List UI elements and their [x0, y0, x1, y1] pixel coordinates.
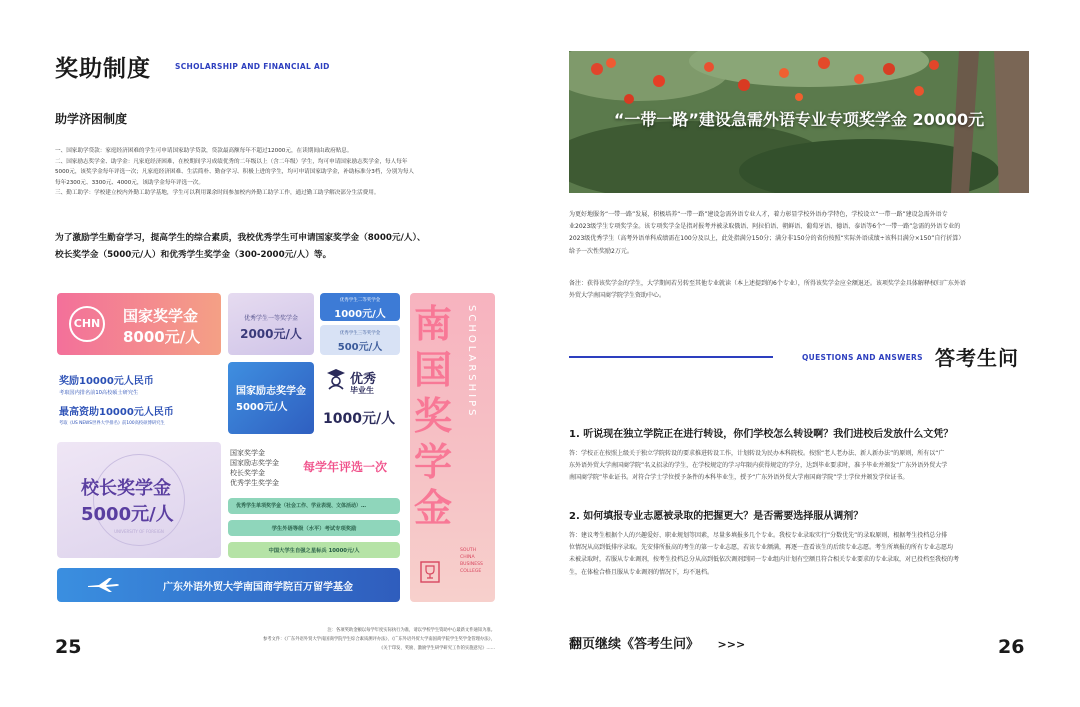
- tier1-amount: 2000元/人: [240, 327, 302, 341]
- qa-title-en: QUESTIONS AND ANSWERS: [802, 353, 923, 362]
- reward-line-2: 最高资助10000元人民币: [59, 407, 174, 418]
- note-line: 外贸大学南国商学院学生资助中心。: [569, 292, 666, 300]
- qa-divider: [569, 356, 773, 358]
- college-en-line: COLLEGE: [460, 569, 482, 574]
- tier3-amount: 500元/人: [337, 342, 383, 353]
- scholarship-infographic: [55, 290, 497, 606]
- intro-line: 校长奖学金（5000元/人）和优秀学生奖学金（300-2000元/人）等。: [55, 249, 332, 260]
- note-line: 注：各项奖助金额以每学年度实际执行为准，请以学校学生资助中心最新文件通知为准。: [327, 628, 495, 633]
- list-item: 国家奖学金: [230, 449, 265, 457]
- inspiration-scholarship-tile: [228, 362, 314, 434]
- scholarships-vertical-panel: [410, 293, 495, 602]
- vertical-cn-text: 南国奖学金: [414, 302, 453, 530]
- photo-banner: [569, 51, 1029, 193]
- tier1-name: 优秀学生一等奖学金: [243, 315, 298, 322]
- answer-line: 东外语外贸大学南国商学院”名义招录的学生，在学校规定的学习年限内获得规定的学分，达到毕业要求时，准予毕业并颁发“广东外语外贸大学: [569, 462, 948, 470]
- question-2: 2. 如何填报专业志愿被录取的把握更大？是否需要选择服从调剂？: [569, 511, 864, 522]
- single-award-band: [228, 498, 400, 514]
- graduate-title: 优秀: [350, 372, 377, 387]
- scholarship-intro: [55, 230, 505, 263]
- financial-aid-subtitle: 助学济困制度: [55, 112, 128, 126]
- reward-line-2-sub: 考取《US NEWS世界大学排名》前100高校硕博研究生: [59, 421, 165, 426]
- president-amount: 5000元/人: [81, 504, 174, 525]
- continue-arrows: >>>: [717, 638, 746, 651]
- inspiration-name: 国家励志奖学金: [236, 386, 306, 397]
- tier3-scholarship-tile: [320, 325, 400, 355]
- self-reliance-band: [228, 542, 400, 558]
- tier2-name: 优秀学生二等奖学金: [339, 298, 381, 303]
- fund-name: 广东外语外贸大学南国商学院百万留学基金: [163, 582, 353, 593]
- belt-road-para: 为更好地服务“一带一路”发展，积极培养“一带一路”建设急需外语专业人才，着力彰显学校外语办学特色，学校设立“一带一路”建设急需外语专: [569, 211, 948, 218]
- question-1: 1. 听说现在独立学院正在进行转设，你们学校怎么转设啊？我们进校后发放什么文凭？: [569, 429, 954, 440]
- answer-line: 位情况从高到低排序录取。先安排所报高的考生的第一专业志愿，若该专业额满，再逐一查看该生的后续专业志愿。考生所填报的所有专业志愿均: [569, 544, 954, 552]
- trophy-icon: [420, 561, 440, 583]
- answer-line: 南国商学院”毕业证书。对符合学士学位授予条件的本科毕业生，授予“广东外语外贸大学南国商学院”学士学位并颁发学位证书。: [569, 474, 909, 482]
- list-item: 校长奖学金: [230, 469, 265, 477]
- aid-para: 每年2300元、3300元、4000元，该助学金每年评选一次。: [55, 179, 204, 186]
- vertical-en-text: SCHOLARSHIPS: [466, 305, 477, 419]
- list-item: 国家励志奖学金: [230, 459, 279, 467]
- yearly-selection: 每学年评选一次: [303, 460, 388, 474]
- language-award-band: [228, 520, 400, 536]
- college-en-line: CHINA: [460, 555, 475, 560]
- college-en: [460, 547, 483, 575]
- graduate-sub: 毕业生: [350, 386, 374, 395]
- answer-line: 未被录取时，若服从专业调剂，按考生投档总分从高到低依次调剂到同一专业组内计划有空额且符合相关专业要求的专业录取，对已投档至我校的考: [569, 556, 960, 564]
- chn-badge: CHN: [69, 306, 105, 342]
- left-page-title-en: SCHOLARSHIP AND FINANCIAL AID: [175, 62, 330, 71]
- airplane-icon: [87, 577, 121, 593]
- answer-2: [569, 530, 1039, 579]
- photo-caption: “一带一路”建设急需外语专业专项奖学金 20000元: [613, 110, 985, 129]
- qa-title: 答考生问: [935, 346, 1019, 370]
- right-page-number: 26: [998, 636, 1025, 658]
- answer-line: 答：建议考生根据个人的兴趣爱好、职业规划等因素，尽量多填报多几个专业。我校专业录取实行“分数优先”的录取原则，根据考生投档总分排: [569, 532, 948, 539]
- scholarship-list: [230, 448, 279, 488]
- answer-line: 生，在体检合格且服从专业调剂的情况下，均不退档。: [569, 568, 714, 576]
- belt-road-para: 业2023级学生专项奖学金。该专项奖学金是指对报考并被录取俄语、阿拉伯语、朝鲜语、葡萄牙语、德语、泰语等6个“一带一路”急需的外语专业的: [569, 223, 961, 231]
- graduate-cap-icon: [326, 368, 346, 390]
- band-2-text: 学生外语等级（水平）考试专项奖励: [271, 526, 357, 532]
- continue-link[interactable]: [569, 633, 745, 652]
- belt-road-para: 2023级优秀学生（高考外语单科成绩需在100分及以上，此处指满分150分；满分非150分的省份按照“实际外语成绩÷该科目满分×150”自行折算）: [569, 235, 965, 243]
- belt-road-para: 给予一次性奖励2万元。: [569, 247, 633, 255]
- national-scholarship-amount: 8000元/人: [123, 328, 201, 346]
- left-page-number: 25: [55, 636, 82, 658]
- aid-para: 三、勤工助学：学校建立校内外勤工助学基地，学生可以利用课余时间参加校内外勤工助学工作，通过勤工助学解决部分生活费用。: [55, 190, 380, 197]
- continue-text: 翻页继续《答考生问》: [569, 637, 700, 652]
- note-line: 《关于印发、奖励、激励学生研学研究工作的实施意见》……: [378, 646, 495, 651]
- left-page-notes: [180, 626, 495, 653]
- answer-line: 答：学校正在按照上级关于独立学院转设的要求推进转设工作，计划转设为民办本科院校。按照“老人老办法、新人新办法”的原则，所有以“广: [569, 450, 945, 457]
- aid-para: 二、国家励志奖学金、助学金：凡家庭经济困难，在校期间学习成绩优秀的二年级以上（含二年级）学生，均可申请国家励志奖学金，每人每年: [55, 158, 408, 165]
- study-abroad-fund-tile: [57, 568, 400, 602]
- national-scholarship-tile: [57, 293, 221, 355]
- band-1-text: 优秀学生单项奖学金（社会工作、学业表现、文体活动）…: [236, 503, 367, 509]
- financial-aid-body: [55, 146, 505, 199]
- tier3-name: 优秀学生三等奖学金: [339, 331, 381, 336]
- reward-line-1-sub: 考取国内排名前10高校硕士研究生: [59, 390, 139, 396]
- note-line: 参考文件：《广东外语外贸大学南国商学院学生综合素质测评办法》、《广东外语外贸大学南国商学院学生奖学金管理办法》，: [262, 637, 495, 642]
- note-line: 备注：获得该奖学金的学生，大学期间若另转至其他专业就读（本上述提到的6个专业），所得该奖学金应全额退还。该项奖学金具体解释权归广东外语: [569, 280, 966, 287]
- belt-road-note: [569, 278, 1039, 302]
- graduate-amount: 1000元/人: [323, 411, 396, 427]
- tier2-amount: 1000元/人: [334, 309, 386, 320]
- aid-para: 5000元，该奖学金每年评选一次；凡家庭经济困难、生活简朴、勤奋学习、积极上进的学生，均可申请国家助学金，补助标准分3档，分别为每人: [55, 169, 415, 176]
- postgrad-rewards: [59, 372, 219, 426]
- belt-road-body: [569, 209, 1039, 258]
- band-3-text: 中国大学生自强之星标兵 10000元/人: [268, 548, 360, 554]
- aid-para: 一、国家助学贷款：家庭经济困难的学生可申请国家助学贷款，贷款最高额每年不超过12000元，在读期间由政府贴息。: [55, 148, 353, 154]
- national-scholarship-name: 国家奖学金: [123, 307, 199, 325]
- inspiration-amount: 5000元/人: [236, 402, 288, 413]
- answer-1: [569, 448, 1039, 485]
- college-en-line: SOUTH: [460, 548, 477, 553]
- president-name: 校长奖学金: [81, 478, 171, 499]
- tier2-scholarship-tile: [320, 293, 400, 321]
- intro-line: 为了激励学生勤奋学习，提高学生的综合素质，我校优秀学生可申请国家奖学金（8000元/人）、: [55, 233, 426, 243]
- left-page-title: 奖助制度: [55, 56, 151, 82]
- graduate-award-tile: [320, 362, 400, 434]
- list-item: 优秀学生奖学金: [230, 479, 279, 487]
- college-en-line: BUSINESS: [460, 562, 483, 567]
- seal-text: UNIVERSITY OF FOREIGN: [114, 529, 164, 534]
- president-scholarship-tile: [57, 442, 221, 558]
- tier1-scholarship-tile: [228, 293, 314, 355]
- reward-line-1: 奖励10000元人民币: [59, 376, 154, 387]
